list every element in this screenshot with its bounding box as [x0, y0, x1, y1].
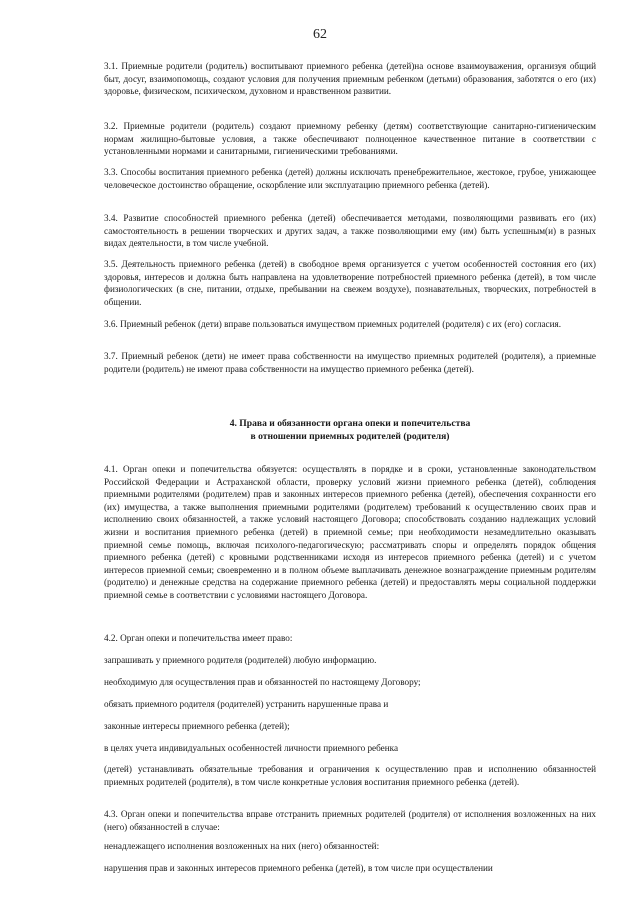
paragraph-3-4: 3.4. Развитие способностей приемного ребенка (детей) обеспечивается методами, позволяющими развивать его (их) самостоятельность в решении творческих и других задач, а также позволяющими ему (им) быть успешным(и) в разных видах деятельности, в том числе учебной. [104, 213, 596, 249]
paragraph-3-2: 3.2. Приемные родители (родитель) создают приемному ребенку (детям) соответствующие санитарно-гигиеническим нормам жилищно-бытовые условия, а также обеспечивают полноценное качественное питание в соответствии с установленными нормами и санитарными, гигиеническими требованиями. [104, 121, 596, 157]
paragraph-3-3: 3.3. Способы воспитания приемного ребенка (детей) должны исключать пренебрежительное, жестокое, грубое, унижающее человеческое достоинство обращение, оскорбление или эксплуатацию приемного ребенка (детей). [104, 167, 596, 190]
paragraph-3-1: 3.1. Приемные родители (родитель) воспитывают приемного ребенка (детей)на основе взаимоуважения, организуя общий быт, досуг, взаимопомощь, создают условия для получения приемным ребенком (детьми) образования, заботятся о его (их) здоровье, физическом, психическом, духовном и нравственном развитии. [104, 61, 596, 97]
section-4-heading-line-2: в отношении приемных родителей (родителя) [250, 431, 450, 442]
list-line-7: ненадлежащего исполнения возложенных на них (него) обязанностей: [104, 841, 380, 851]
paragraph-3-7: 3.7. Приемный ребенок (дети) не имеет права собственности на имущество приемных родителей (родителя), а приемные родители (родитель) не имеют права собственности на имущество приемного ребенка (детей). [104, 351, 596, 374]
paragraph-3-5: 3.5. Деятельность приемного ребенка (детей) в свободное время организуется с учетом особенностей состояния его (их) здоровья, интересов и должна быть направлена на удовлетворение потребностей приемного ребенка (детей), в том числе физиологических (в сне, питании, отдыхе, пребывании на свежем воздухе), познавательных, творческих, потребностей в общении. [104, 259, 596, 307]
paragraph-3-6: 3.6. Приемный ребенок (дети) вправе пользоваться имуществом приемных родителей (родителя) с их (его) согласия. [104, 319, 562, 329]
list-line-2: необходимую для осуществления прав и обязанностей по настоящему Договору; [104, 677, 421, 687]
list-line-1: запрашивать у приемного родителя (родителей) любую информацию. [104, 655, 377, 665]
paragraph-4-3: 4.3. Орган опеки и попечительства вправе отстранить приемных родителей (родителя) от исполнения возложенных на них (него) обязанностей в случае: [104, 809, 596, 832]
list-line-6: (детей) устанавливать обязательные требования и ограничения к осуществлению прав и исполнению обязанностей приемных родителей (родителя), в том числе конкретные условия воспитания приемного ребенка (детей). [104, 764, 596, 787]
list-line-5: в целях учета индивидуальных особенностей личности приемного ребенка [104, 743, 399, 753]
list-line-8: нарушения прав и законных интересов приемного ребенка (детей), в том числе при осуществлении [104, 863, 493, 873]
paragraph-4-2: 4.2. Орган опеки и попечительства имеет право: [104, 633, 293, 643]
page-number: 62 [313, 27, 327, 42]
list-line-4: законные интересы приемного ребенка (детей); [104, 721, 290, 731]
paragraph-4-1: 4.1. Орган опеки и попечительства обязуется: осуществлять в порядке и в сроки, установленные законодательством Российской Федерации и Астраханской области, проверку условий жизни приемного ребенка (детей), соблюдения приемными родителями (родителем) прав и законных интересов приемного ребенка (детей), обеспечения сохранности его (их) имущества, а также выполнения приемными родителями (родителем) требований к осуществлению своих прав и исполнению своих обязанностей, а также условий настоящего Договора; способствовать созданию надлежащих условий жизни и воспитания приемного ребенка (детей) в приемной семье; при необходимости незамедлительно оказывать приемной семье помощь, включая психолого-педагогическую; рассматривать споры и определять порядок общения приемного ребенка (детей) с кровными родственниками исходя из интересов приемного ребенка (детей) и с учетом интересов приемной семьи; своевременно и в полном объеме выплачивать денежное вознаграждение приемным родителям (родителю) и денежные средства на содержание приемного ребенка (детей) и предоставлять меры социальной поддержки приемной семье в соответствии с условиями настоящего Договора. [104, 464, 596, 600]
list-line-3: обязать приемного родителя (родителей) устранить нарушенные права и [104, 699, 389, 709]
section-4-heading-line-1: 4. Права и обязанности органа опеки и попечительства [229, 418, 471, 429]
